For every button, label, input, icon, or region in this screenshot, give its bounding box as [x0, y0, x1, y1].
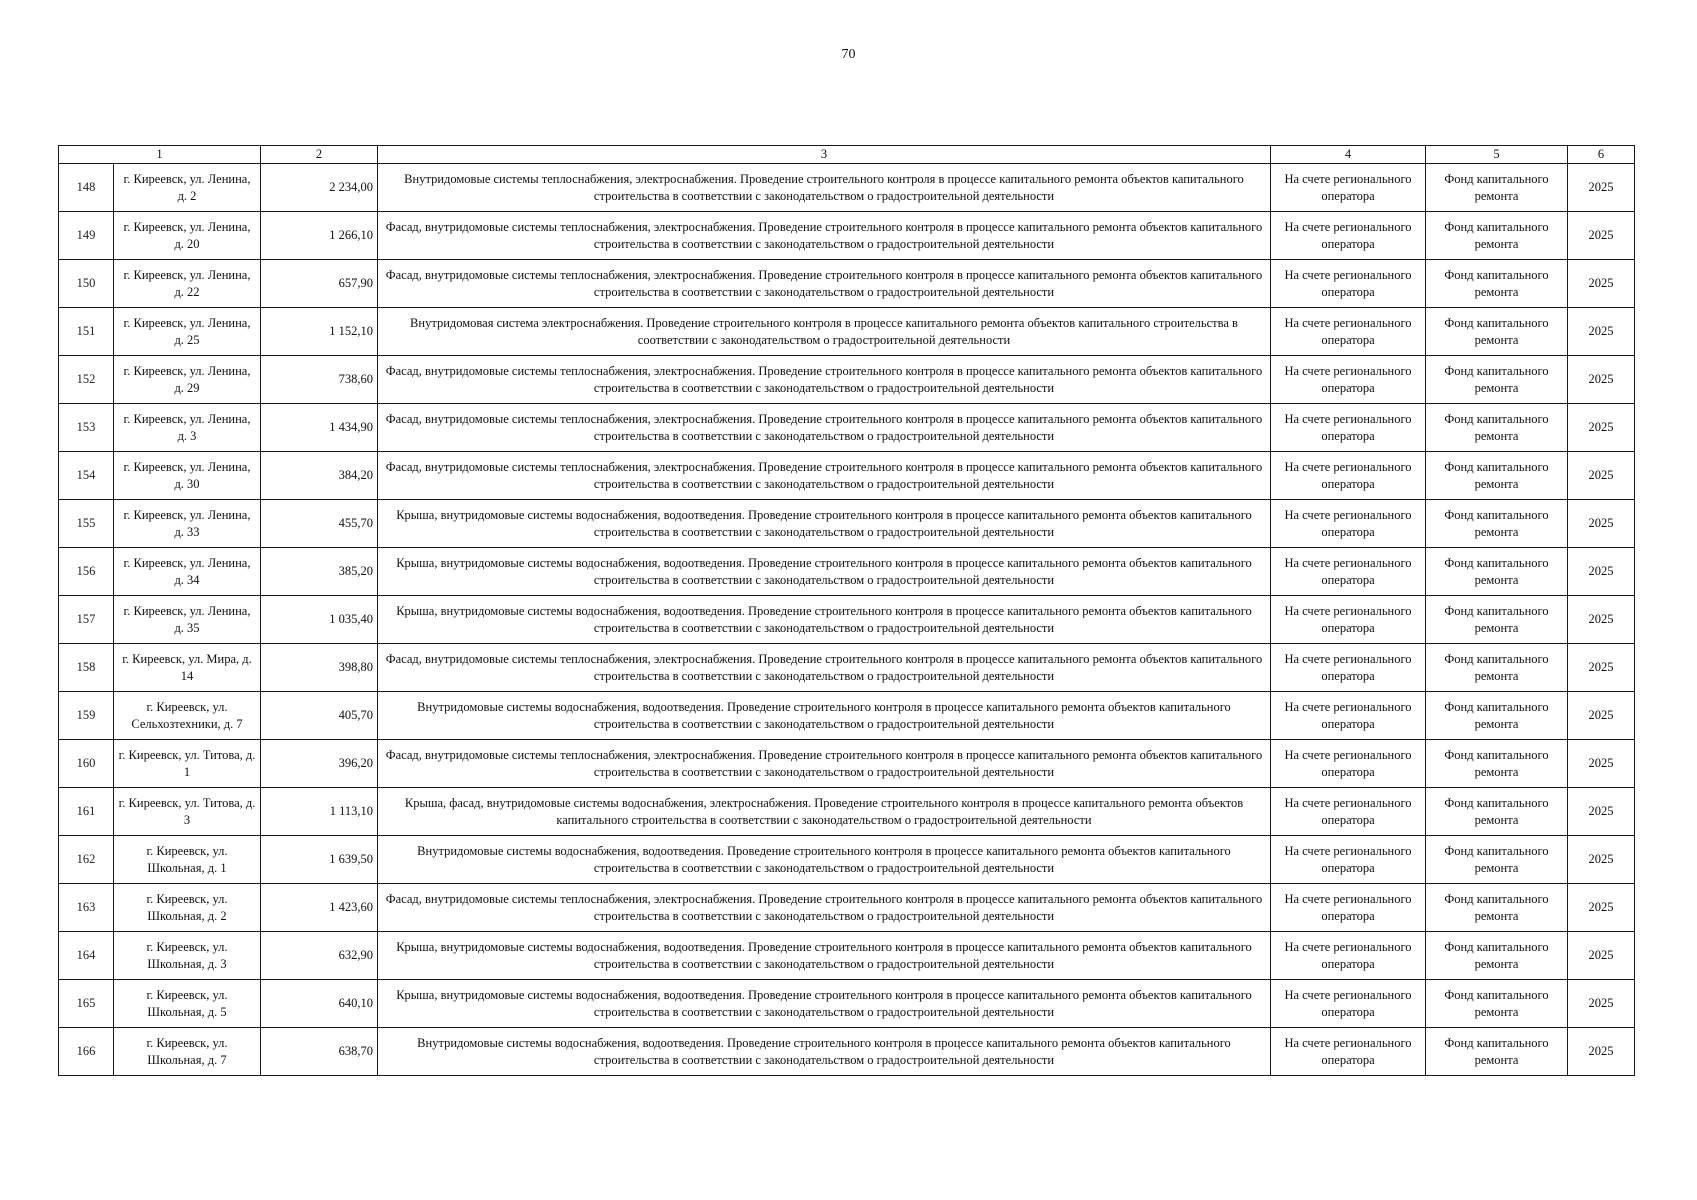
works-description-cell: Крыша, внутридомовые системы водоснабжения, водоотведения. Проведение строительного контроля в процессе капитального ремонта объектов капитального строительства в соответствии с законодательством о градостроительной деятельности — [378, 500, 1271, 548]
year-cell: 2025 — [1568, 740, 1635, 788]
area-cell: 385,20 — [261, 548, 378, 596]
table-row — [59, 1028, 1635, 1076]
area-cell: 1 152,10 — [261, 308, 378, 356]
row-number: 166 — [59, 1028, 114, 1076]
area-cell: 1 434,90 — [261, 404, 378, 452]
works-description-cell: Фасад, внутридомовые системы теплоснабжения, электроснабжения. Проведение строительного контроля в процессе капитального ремонта объектов капитального строительства в соответствии с законодательством о градостроительной деятельности — [378, 644, 1271, 692]
column-header-6: 6 — [1568, 146, 1635, 164]
account-type-cell: На счете регионального оператора — [1271, 740, 1426, 788]
row-number: 157 — [59, 596, 114, 644]
address-cell: г. Киреевск, ул. Ленина, д. 20 — [114, 212, 261, 260]
row-number: 159 — [59, 692, 114, 740]
address-cell: г. Киреевск, ул. Титова, д. 1 — [114, 740, 261, 788]
row-number: 149 — [59, 212, 114, 260]
works-description-cell: Фасад, внутридомовые системы теплоснабжения, электроснабжения. Проведение строительного контроля в процессе капитального ремонта объектов капитального строительства в соответствии с законодательством о градостроительной деятельности — [378, 740, 1271, 788]
works-description-cell: Внутридомовые системы водоснабжения, водоотведения. Проведение строительного контроля в процессе капитального ремонта объектов капитального строительства в соответствии с законодательством о градостроительной деятельности — [378, 836, 1271, 884]
address-cell: г. Киреевск, ул. Ленина, д. 22 — [114, 260, 261, 308]
address-cell: г. Киреевск, ул. Школьная, д. 7 — [114, 1028, 261, 1076]
area-cell: 738,60 — [261, 356, 378, 404]
row-number: 161 — [59, 788, 114, 836]
account-type-cell: На счете регионального оператора — [1271, 260, 1426, 308]
funding-source-cell: Фонд капитального ремонта — [1426, 452, 1568, 500]
column-number-header-row — [59, 146, 1635, 164]
row-number: 162 — [59, 836, 114, 884]
table-row — [59, 596, 1635, 644]
funding-source-cell: Фонд капитального ремонта — [1426, 164, 1568, 212]
area-cell: 405,70 — [261, 692, 378, 740]
table-row — [59, 692, 1635, 740]
works-description-cell: Фасад, внутридомовые системы теплоснабжения, электроснабжения. Проведение строительного контроля в процессе капитального ремонта объектов капитального строительства в соответствии с законодательством о градостроительной деятельности — [378, 212, 1271, 260]
works-description-cell: Внутридомовая система электроснабжения. Проведение строительного контроля в процессе капитального ремонта объектов капитального строительства в соответствии с законодательством о градостроительной деятельности — [378, 308, 1271, 356]
address-cell: г. Киреевск, ул. Ленина, д. 33 — [114, 500, 261, 548]
year-cell: 2025 — [1568, 884, 1635, 932]
account-type-cell: На счете регионального оператора — [1271, 308, 1426, 356]
funding-source-cell: Фонд капитального ремонта — [1426, 548, 1568, 596]
address-cell: г. Киреевск, ул. Титова, д. 3 — [114, 788, 261, 836]
address-cell: г. Киреевск, ул. Сельхозтехники, д. 7 — [114, 692, 261, 740]
funding-source-cell: Фонд капитального ремонта — [1426, 740, 1568, 788]
year-cell: 2025 — [1568, 308, 1635, 356]
page-number: 70 — [841, 47, 856, 62]
area-cell: 657,90 — [261, 260, 378, 308]
funding-source-cell: Фонд капитального ремонта — [1426, 212, 1568, 260]
account-type-cell: На счете регионального оператора — [1271, 980, 1426, 1028]
funding-source-cell: Фонд капитального ремонта — [1426, 644, 1568, 692]
account-type-cell: На счете регионального оператора — [1271, 500, 1426, 548]
year-cell: 2025 — [1568, 356, 1635, 404]
works-description-cell: Внутридомовые системы водоснабжения, водоотведения. Проведение строительного контроля в процессе капитального ремонта объектов капитального строительства в соответствии с законодательством о градостроительной деятельности — [378, 1028, 1271, 1076]
address-cell: г. Киреевск, ул. Ленина, д. 3 — [114, 404, 261, 452]
year-cell: 2025 — [1568, 164, 1635, 212]
address-cell: г. Киреевск, ул. Ленина, д. 35 — [114, 596, 261, 644]
account-type-cell: На счете регионального оператора — [1271, 452, 1426, 500]
account-type-cell: На счете регионального оператора — [1271, 884, 1426, 932]
table-row — [59, 884, 1635, 932]
table-row — [59, 500, 1635, 548]
funding-source-cell: Фонд капитального ремонта — [1426, 260, 1568, 308]
table-row — [59, 404, 1635, 452]
table-row — [59, 644, 1635, 692]
works-description-cell: Внутридомовые системы теплоснабжения, электроснабжения. Проведение строительного контроля в процессе капитального ремонта объектов капитального строительства в соответствии с законодательством о градостроительной деятельности — [378, 164, 1271, 212]
row-number: 154 — [59, 452, 114, 500]
address-cell: г. Киреевск, ул. Школьная, д. 3 — [114, 932, 261, 980]
works-description-cell: Крыша, внутридомовые системы водоснабжения, водоотведения. Проведение строительного контроля в процессе капитального ремонта объектов капитального строительства в соответствии с законодательством о градостроительной деятельности — [378, 980, 1271, 1028]
account-type-cell: На счете регионального оператора — [1271, 788, 1426, 836]
row-number: 156 — [59, 548, 114, 596]
column-header-5: 5 — [1426, 146, 1568, 164]
table-body — [59, 164, 1635, 1076]
funding-source-cell: Фонд капитального ремонта — [1426, 1028, 1568, 1076]
area-cell: 1 266,10 — [261, 212, 378, 260]
row-number: 164 — [59, 932, 114, 980]
row-number: 148 — [59, 164, 114, 212]
row-number: 158 — [59, 644, 114, 692]
year-cell: 2025 — [1568, 788, 1635, 836]
area-cell: 640,10 — [261, 980, 378, 1028]
funding-source-cell: Фонд капитального ремонта — [1426, 596, 1568, 644]
row-number: 155 — [59, 500, 114, 548]
works-description-cell: Крыша, внутридомовые системы водоснабжения, водоотведения. Проведение строительного контроля в процессе капитального ремонта объектов капитального строительства в соответствии с законодательством о градостроительной деятельности — [378, 596, 1271, 644]
row-number: 160 — [59, 740, 114, 788]
table-row — [59, 308, 1635, 356]
address-cell: г. Киреевск, ул. Ленина, д. 25 — [114, 308, 261, 356]
address-cell: г. Киреевск, ул. Школьная, д. 5 — [114, 980, 261, 1028]
account-type-cell: На счете регионального оператора — [1271, 596, 1426, 644]
address-cell: г. Киреевск, ул. Школьная, д. 1 — [114, 836, 261, 884]
works-description-cell: Фасад, внутридомовые системы теплоснабжения, электроснабжения. Проведение строительного контроля в процессе капитального ремонта объектов капитального строительства в соответствии с законодательством о градостроительной деятельности — [378, 884, 1271, 932]
table-row — [59, 212, 1635, 260]
year-cell: 2025 — [1568, 932, 1635, 980]
table-row — [59, 788, 1635, 836]
year-cell: 2025 — [1568, 500, 1635, 548]
area-cell: 398,80 — [261, 644, 378, 692]
table-row — [59, 548, 1635, 596]
account-type-cell: На счете регионального оператора — [1271, 404, 1426, 452]
account-type-cell: На счете регионального оператора — [1271, 356, 1426, 404]
funding-source-cell: Фонд капитального ремонта — [1426, 692, 1568, 740]
table-row — [59, 932, 1635, 980]
table-row — [59, 980, 1635, 1028]
row-number: 153 — [59, 404, 114, 452]
works-description-cell: Крыша, внутридомовые системы водоснабжения, водоотведения. Проведение строительного контроля в процессе капитального ремонта объектов капитального строительства в соответствии с законодательством о градостроительной деятельности — [378, 932, 1271, 980]
table-row — [59, 452, 1635, 500]
funding-source-cell: Фонд капитального ремонта — [1426, 404, 1568, 452]
column-header-3: 3 — [378, 146, 1271, 164]
area-cell: 384,20 — [261, 452, 378, 500]
account-type-cell: На счете регионального оператора — [1271, 836, 1426, 884]
funding-source-cell: Фонд капитального ремонта — [1426, 308, 1568, 356]
account-type-cell: На счете регионального оператора — [1271, 548, 1426, 596]
funding-source-cell: Фонд капитального ремонта — [1426, 980, 1568, 1028]
works-description-cell: Фасад, внутридомовые системы теплоснабжения, электроснабжения. Проведение строительного контроля в процессе капитального ремонта объектов капитального строительства в соответствии с законодательством о градостроительной деятельности — [378, 356, 1271, 404]
row-number: 163 — [59, 884, 114, 932]
account-type-cell: На счете регионального оператора — [1271, 692, 1426, 740]
account-type-cell: На счете регионального оператора — [1271, 932, 1426, 980]
area-cell: 1 639,50 — [261, 836, 378, 884]
area-cell: 1 035,40 — [261, 596, 378, 644]
area-cell: 2 234,00 — [261, 164, 378, 212]
account-type-cell: На счете регионального оператора — [1271, 644, 1426, 692]
funding-source-cell: Фонд капитального ремонта — [1426, 788, 1568, 836]
works-description-cell: Крыша, фасад, внутридомовые системы водоснабжения, электроснабжения. Проведение строительного контроля в процессе капитального ремонта объектов капитального строительства в соответствии с законодательством о градостроительной деятельности — [378, 788, 1271, 836]
area-cell: 455,70 — [261, 500, 378, 548]
row-number: 152 — [59, 356, 114, 404]
table-row — [59, 356, 1635, 404]
works-description-cell: Фасад, внутридомовые системы теплоснабжения, электроснабжения. Проведение строительного контроля в процессе капитального ремонта объектов капитального строительства в соответствии с законодательством о градостроительной деятельности — [378, 404, 1271, 452]
area-cell: 396,20 — [261, 740, 378, 788]
funding-source-cell: Фонд капитального ремонта — [1426, 500, 1568, 548]
row-number: 165 — [59, 980, 114, 1028]
year-cell: 2025 — [1568, 1028, 1635, 1076]
table-row — [59, 164, 1635, 212]
year-cell: 2025 — [1568, 260, 1635, 308]
works-description-cell: Крыша, внутридомовые системы водоснабжения, водоотведения. Проведение строительного контроля в процессе капитального ремонта объектов капитального строительства в соответствии с законодательством о градостроительной деятельности — [378, 548, 1271, 596]
address-cell: г. Киреевск, ул. Ленина, д. 2 — [114, 164, 261, 212]
account-type-cell: На счете регионального оператора — [1271, 1028, 1426, 1076]
table-row — [59, 836, 1635, 884]
area-cell: 1 113,10 — [261, 788, 378, 836]
funding-source-cell: Фонд капитального ремонта — [1426, 836, 1568, 884]
address-cell: г. Киреевск, ул. Ленина, д. 29 — [114, 356, 261, 404]
account-type-cell: На счете регионального оператора — [1271, 212, 1426, 260]
funding-source-cell: Фонд капитального ремонта — [1426, 884, 1568, 932]
year-cell: 2025 — [1568, 980, 1635, 1028]
column-header-2: 2 — [261, 146, 378, 164]
column-header-4: 4 — [1271, 146, 1426, 164]
year-cell: 2025 — [1568, 212, 1635, 260]
year-cell: 2025 — [1568, 452, 1635, 500]
funding-source-cell: Фонд капитального ремонта — [1426, 356, 1568, 404]
funding-source-cell: Фонд капитального ремонта — [1426, 932, 1568, 980]
address-cell: г. Киреевск, ул. Школьная, д. 2 — [114, 884, 261, 932]
year-cell: 2025 — [1568, 404, 1635, 452]
address-cell: г. Киреевск, ул. Ленина, д. 34 — [114, 548, 261, 596]
address-cell: г. Киреевск, ул. Ленина, д. 30 — [114, 452, 261, 500]
address-cell: г. Киреевск, ул. Мира, д. 14 — [114, 644, 261, 692]
area-cell: 632,90 — [261, 932, 378, 980]
year-cell: 2025 — [1568, 644, 1635, 692]
year-cell: 2025 — [1568, 596, 1635, 644]
table-row — [59, 260, 1635, 308]
account-type-cell: На счете регионального оператора — [1271, 164, 1426, 212]
year-cell: 2025 — [1568, 836, 1635, 884]
repair-program-table — [58, 145, 1635, 1076]
works-description-cell: Фасад, внутридомовые системы теплоснабжения, электроснабжения. Проведение строительного контроля в процессе капитального ремонта объектов капитального строительства в соответствии с законодательством о градостроительной деятельности — [378, 260, 1271, 308]
year-cell: 2025 — [1568, 548, 1635, 596]
row-number: 150 — [59, 260, 114, 308]
row-number: 151 — [59, 308, 114, 356]
year-cell: 2025 — [1568, 692, 1635, 740]
works-description-cell: Внутридомовые системы водоснабжения, водоотведения. Проведение строительного контроля в процессе капитального ремонта объектов капитального строительства в соответствии с законодательством о градостроительной деятельности — [378, 692, 1271, 740]
area-cell: 638,70 — [261, 1028, 378, 1076]
column-header-1: 1 — [59, 146, 261, 164]
works-description-cell: Фасад, внутридомовые системы теплоснабжения, электроснабжения. Проведение строительного контроля в процессе капитального ремонта объектов капитального строительства в соответствии с законодательством о градостроительной деятельности — [378, 452, 1271, 500]
table-row — [59, 740, 1635, 788]
area-cell: 1 423,60 — [261, 884, 378, 932]
